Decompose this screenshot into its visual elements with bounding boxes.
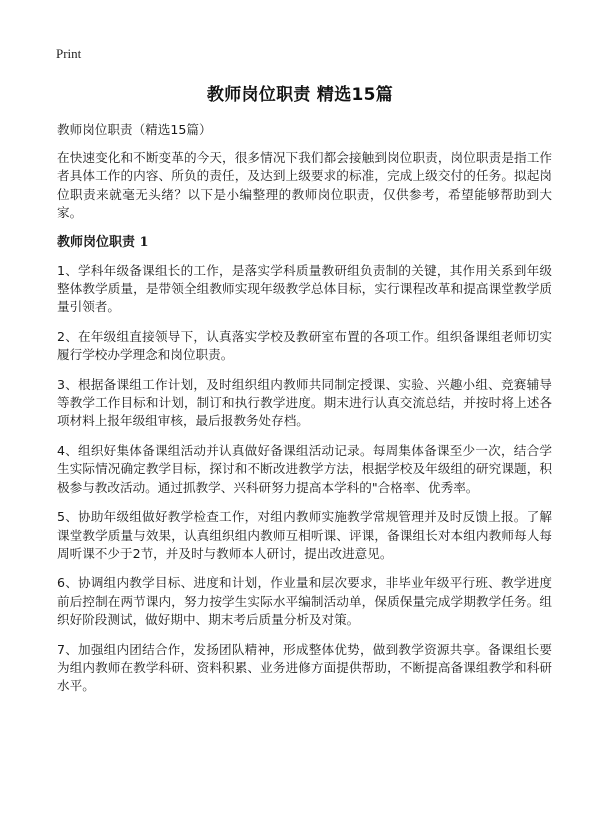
section-heading: 教师岗位职责 1 [57, 234, 149, 250]
duty-item: 2、在年级组直接领导下，认真落实学校及教研室布置的各项工作。组织备课组老师切实履行学校办学理念和岗位职责。 [57, 328, 552, 363]
duty-item: 7、加强组内团结合作，发扬团队精神，形成整体优势，做到教学资源共享。备课组长要为组内教师在教学科研、资料积累、业务进修方面提供帮助，不断提高备课组教学和科研水平。 [57, 641, 552, 694]
page-title: 教师岗位职责 精选15篇 [206, 85, 394, 105]
duty-item: 5、协助年级组做好教学检查工作，对组内教师实施教学常规管理并及时反馈上报。了解课堂教学质量与效果，认真组织组内教师互相听课、评课，备课组长对本组内教师每人每周听课不少于2节，并及时与教师本人研讨，提出改进意见。 [57, 509, 552, 561]
duty-item: 4、组织好集体备课组活动并认真做好备课组活动记录。每周集体备课至少一次，结合学生实际情况确定教学目标，探讨和不断改进教学方法，根据学校及年级组的研究课题，积极参与教改活动。通过抓教学、兴科研努力提高本学科的"合格率、优秀率。 [57, 442, 552, 495]
document-subtitle: 教师岗位职责（精选15篇） [57, 122, 212, 137]
duty-item: 3、根据备课组工作计划，及时组织组内教师共同制定授课、实验、兴趣小组、竞赛辅导等教学工作目标和计划，制订和执行教学进度。期末进行认真交流总结，并按时将上述各项材料上报年级组审核，最后报教务处存档。 [57, 376, 552, 429]
print-link[interactable]: Print [56, 46, 82, 61]
document-body [57, 121, 552, 707]
duty-item: 6、协调组内教学目标、进度和计划，作业量和层次要求，非毕业年级平行班、教学进度前后控制在两节课内，努力按学生实际水平编制活动单，保质保量完成学期教学任务。组织好阶段测试，做好期中、期末考后质量分析及对策。 [57, 575, 552, 628]
intro-paragraph: 在快速变化和不断变革的今天，很多情况下我们都会接触到岗位职责，岗位职责是指工作者具体工作的内容、所负的责任，及达到上级要求的标准，完成上级交付的任务。拟起岗位职责来就毫无头绪？以下是小编整理的教师岗位职责，仅供参考，希望能够帮助到大家。 [57, 150, 552, 221]
duty-item: 1、学科年级备课组长的工作，是落实学科质量教研组负责制的关键，其作用关系到年级整体教学质量，是带领全组教师实现年级教学总体目标，实行课程改革和提高课堂教学质量引领者。 [57, 262, 552, 315]
